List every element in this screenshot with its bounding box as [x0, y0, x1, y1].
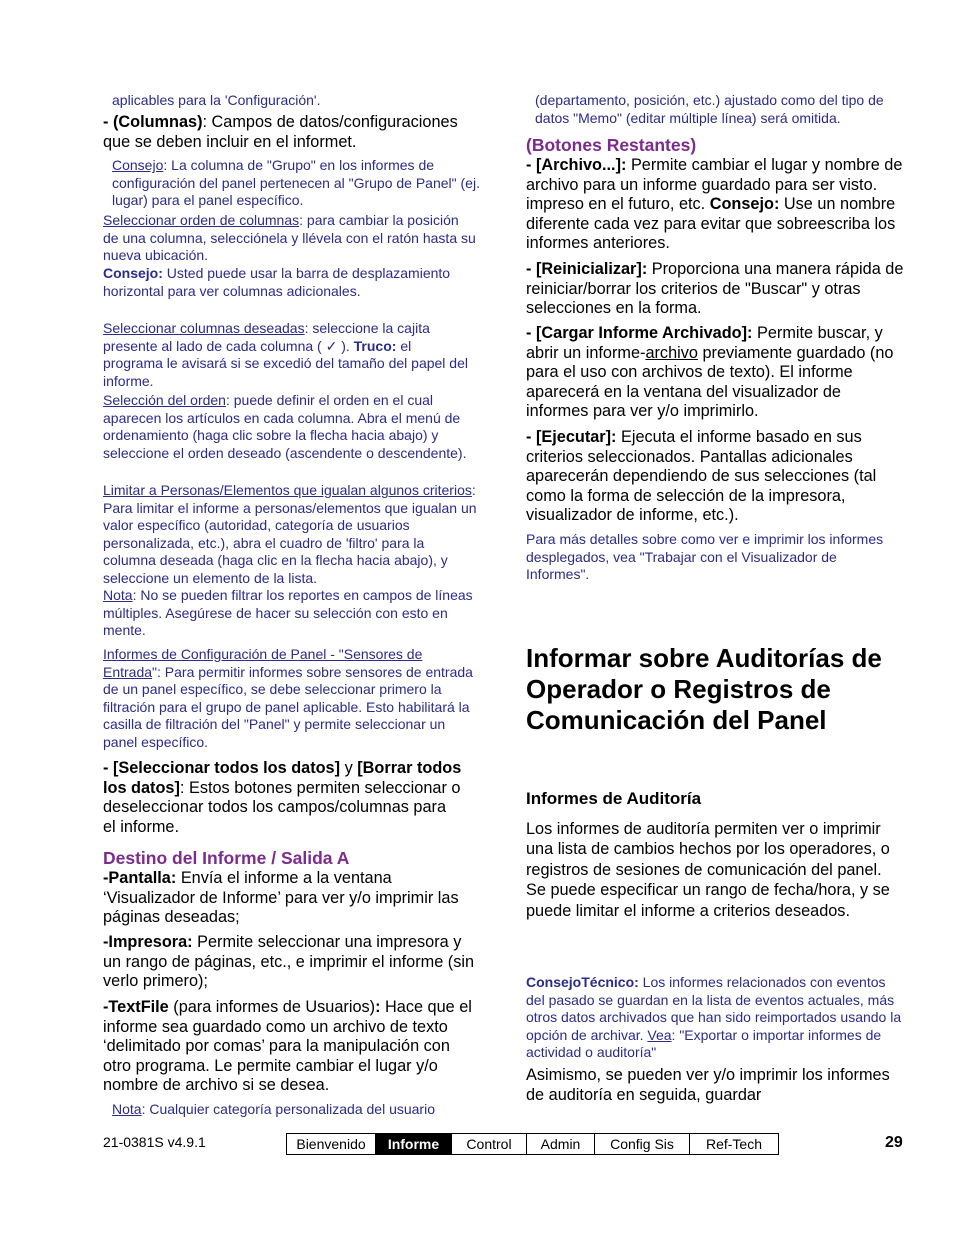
archivo-link[interactable]: archivo — [645, 343, 698, 362]
nota-categoria-note: Nota: Cualquier categoría personalizada del usuario — [112, 1101, 435, 1117]
orden-columnas-note: Seleccionar orden de columnas: para cambiar la posición de una columna, selecciónela y llévela con el ratón hasta su nueva ubicación. — [103, 212, 476, 263]
archivo-item: - [Archivo...]: Permite cambiar el lugar y nombre de archivo para un informe guardado para ser visto. impreso en el futuro, etc. Consejo: Use un nombre diferente cada vez para evitar que sobreescriba los informes anteriores. — [526, 156, 903, 253]
sensores-note: Informes de Configuración de Panel - "Sensores de Entrada": Para permitir informes sobre sensores de entrada de un panel específico, se debe seleccionar primero la filtración para el grupo de panel aplicable. Esto habilitará la casilla de filtración del "Panel" y permite seleccionar un panel específico. — [103, 646, 473, 750]
tab-config-sis[interactable]: Config Sis — [595, 1134, 690, 1154]
seleccionar-todos-label: [Seleccionar todos los datos] — [112, 759, 341, 777]
pantalla-item: -Pantalla: Envía el informe a la ventana ‘Visualizador de Informe’ para ver y/o imprimir las páginas deseadas; — [103, 869, 459, 927]
pantalla-label: Pantalla: — [108, 869, 177, 887]
reinicializar-label: [Reinicializar]: — [535, 260, 648, 278]
asimismo-paragraph: Asimismo, se pueden ver y/o imprimir los informes de auditoría en seguida, guardar — [526, 1066, 890, 1104]
page-number: 29 — [885, 1134, 903, 1151]
ejecutar-item: - [Ejecutar]: Ejecuta el informe basado en sus criterios seleccionados. Pantallas adicionales aparecerán dependiendo de sus selecciones (tal como la forma de selección de la impresora, visualizador de informe, etc.). — [526, 428, 877, 525]
consejo-link[interactable]: Consejo — [112, 157, 164, 173]
seleccion-orden-link[interactable]: Selección del orden — [103, 392, 226, 408]
consejo-scroll-note: Consejo: Usted puede usar la barra de desplazamiento horizontal para ver columnas adicionales. — [103, 265, 451, 299]
limitar-link[interactable]: Limitar a Personas/Elementos que igualan algunos criterios — [103, 482, 472, 498]
impresora-label: Impresora: — [108, 933, 193, 951]
tab-control[interactable]: Control — [452, 1134, 527, 1154]
auditoria-subheading: Informes de Auditoría — [526, 789, 702, 808]
tab-informe[interactable]: Informe — [376, 1134, 452, 1154]
note-config: aplicables para la 'Configuración'. — [112, 92, 321, 108]
sensores-link[interactable]: Informes de Configuración de Panel - "Sensores de Entrada — [103, 646, 423, 680]
cargar-label: [Cargar Informe Archivado]: — [535, 324, 753, 342]
detalles-note: Para más detalles sobre como ver e imprimir los informes desplegados, vea "Trabajar con el Visualizador de Informes". — [526, 531, 884, 582]
tab-bienvenido[interactable]: Bienvenido — [287, 1134, 376, 1154]
columnas-item: - (Columnas): Campos de datos/configuraciones que se deben incluir en el informet. — [103, 113, 458, 151]
ejecutar-label: [Ejecutar]: — [535, 428, 617, 446]
cargar-item: - [Cargar Informe Archivado]: Permite buscar, y abrir un informe-archivo previamente guardado (no para el uso con archivos de texto). El informe aparecerá en la ventana del visualizador de informes para ver y/o imprimirlo. — [526, 324, 894, 421]
consejo-tecnico-note: ConsejoTécnico: Los informes relacionados con eventos del pasado se guardan en la lista de eventos actuales, más otros datos archivados que han sido reimportados usando la opción de archivar. Vea: "Exportar o importar informes de actividad o auditoría" — [526, 974, 902, 1060]
footer-nav — [286, 1133, 779, 1155]
section-title: Informar sobre Auditorías de Operador o Registros de Comunicación del Panel — [526, 643, 882, 735]
columnas-label: (Columnas) — [112, 113, 203, 131]
memo-note: (departamento, posición, etc.) ajustado como del tipo de datos "Memo" (editar múltiple línea) será omitida. — [535, 92, 884, 126]
orden-columnas-link[interactable]: Seleccionar orden de columnas — [103, 212, 300, 228]
columnas-deseadas-link[interactable]: Seleccionar columnas deseadas — [103, 320, 305, 336]
reinicializar-item: - [Reinicializar]: Proporciona una manera rápida de reiniciar/borrar los criterios de "Buscar" y otras selecciones en la forma. — [526, 260, 904, 318]
seleccionar-todos-item: - [Seleccionar todos los datos] y [Borrar todos los datos]: Estos botones permiten seleccionar o deseleccionar todos los campos/columnas para el informe. — [103, 759, 462, 836]
textfile-item: -TextFile (para informes de Usuarios): Hace que el informe sea guardado como un archivo de texto ‘delimitado por comas’ para la manipulación con otro programa. Le permite cambiar el lugar y/o nombre de archivo si se desea. — [103, 998, 472, 1095]
nota-link[interactable]: Nota — [103, 587, 133, 603]
tab-ref-tech[interactable]: Ref-Tech — [705, 1136, 763, 1152]
seleccion-orden-note: Selección del orden: puede definir el orden en el cual aparecen los artículos en cada columna. Abra el menú de ordenamiento (haga clic sobre la flecha hacia abajo) y seleccione el orden deseado (ascendente o descendente). — [103, 392, 467, 461]
borrar-todos-label: [Borrar todos los datos] — [103, 759, 462, 797]
columnas-deseadas-note: Seleccionar columnas deseadas: seleccione la cajita presente al lado de cada columna ( ✓ ). Truco: el programa le avisará si se excedió del tamaño del papel del informe. — [103, 320, 468, 389]
doc-id: 21-0381S v4.9.1 — [103, 1134, 206, 1150]
auditoria-paragraph: Los informes de auditoría permiten ver o imprimir una lista de cambios hechos por los operadores, o registros de sesiones de comunicación del panel. Se puede especificar un rango de fecha/hora, y se puede limitar el informe a criterios deseados. — [526, 820, 890, 920]
archivo-label: [Archivo...]: — [535, 156, 627, 174]
consejo-grupo-note: Consejo: La columna de "Grupo" en los informes de configuración del panel pertenecen al "Grupo de Panel" (ej. lugar) para el panel específico. — [112, 157, 480, 208]
destino-heading: Destino del Informe / Salida A — [103, 848, 350, 868]
impresora-item: -Impresora: Permite seleccionar una impresora y un rango de páginas, etc., e imprimir el informe (sin verlo primero); — [103, 933, 475, 991]
tab-admin[interactable]: Admin — [527, 1134, 595, 1154]
vea-link[interactable]: Vea — [647, 1026, 672, 1043]
textfile-label: TextFile — [108, 998, 169, 1016]
nota-categoria-link[interactable]: Nota — [112, 1101, 142, 1117]
botones-heading: (Botones Restantes) — [526, 135, 697, 155]
limitar-note: Limitar a Personas/Elementos que igualan algunos criterios: Para limitar el informe a personas/elementos que igualan un valor específico (autoridad, categoría de usuarios personalizada, etc.), abra el cuadro de 'filtro' para la columna deseada (haga clic en la flecha hacia abajo), y seleccione un elemento de la lista. Nota: No se pueden filtrar los reportes en campos de líneas múltiples. Asegúrese de hacer su selección con esto en mente. — [103, 482, 477, 638]
